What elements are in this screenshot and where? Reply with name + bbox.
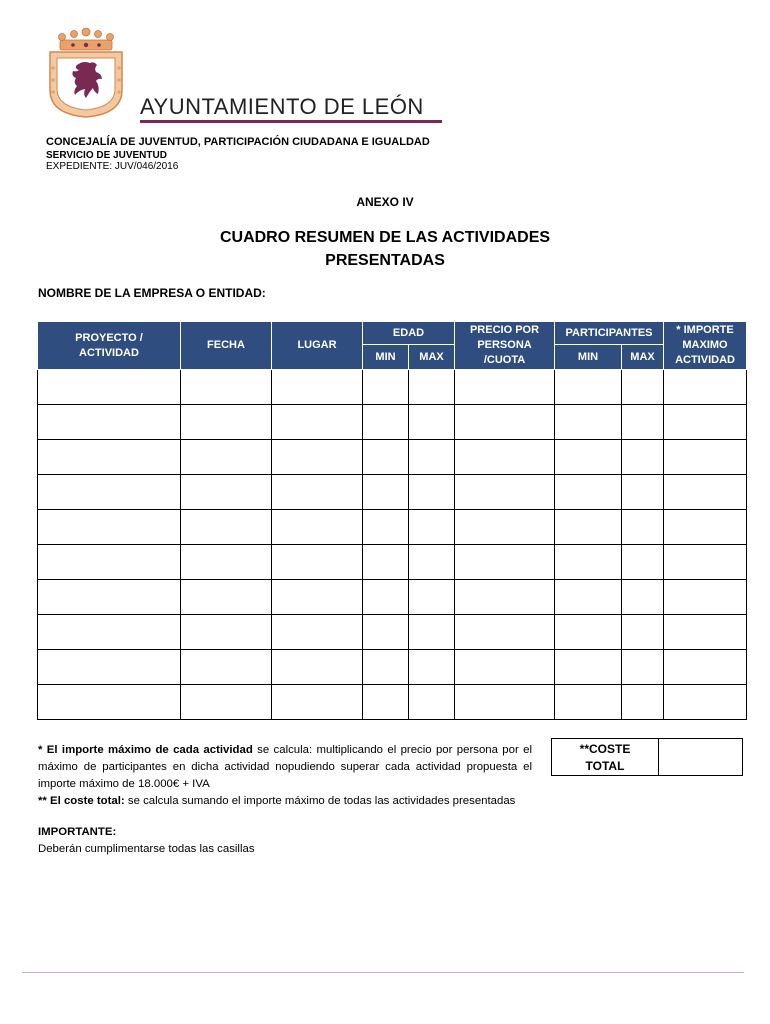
total-cost-label (551, 738, 659, 776)
table-cell[interactable] (455, 440, 555, 475)
table-row (38, 685, 747, 720)
table-cell[interactable] (664, 510, 747, 545)
note-total-cost-text: se calcula sumando el importe máximo de todas las actividades presentadas (124, 795, 516, 807)
col-header-price-line2: PERSONA (477, 339, 532, 351)
col-header-price-line3: /CUOTA (483, 354, 526, 366)
table-cell[interactable] (664, 650, 747, 685)
table-cell[interactable] (272, 475, 363, 510)
col-header-amount-line1: * IMPORTE (676, 324, 734, 336)
col-header-project-line2: ACTIVIDAD (79, 346, 139, 359)
important-text: Deberán cumplimentarse todas las casillas (38, 843, 255, 855)
table-cell[interactable] (409, 580, 455, 615)
table-row (38, 615, 747, 650)
col-header-amount-line3: ACTIVIDAD (675, 354, 735, 366)
table-cell[interactable] (664, 545, 747, 580)
table-cell[interactable] (622, 405, 664, 440)
table-cell[interactable] (363, 405, 409, 440)
table-cell[interactable] (181, 440, 272, 475)
table-cell[interactable] (272, 510, 363, 545)
table-cell[interactable] (622, 580, 664, 615)
col-header-amount-line2: MAXIMO (682, 339, 728, 351)
annex-label: ANEXO IV (356, 195, 414, 209)
table-cell[interactable] (455, 580, 555, 615)
table-cell[interactable] (38, 685, 181, 720)
col-header-place: LUGAR (272, 322, 363, 370)
col-header-age-min: MIN (363, 345, 409, 370)
table-cell[interactable] (181, 405, 272, 440)
table-cell[interactable] (455, 405, 555, 440)
table-cell[interactable] (555, 405, 622, 440)
table-cell[interactable] (455, 370, 555, 405)
table-cell[interactable] (409, 475, 455, 510)
table-cell[interactable] (38, 615, 181, 650)
table-cell[interactable] (622, 545, 664, 580)
table-cell[interactable] (363, 580, 409, 615)
table-cell[interactable] (363, 615, 409, 650)
note-max-amount (38, 742, 532, 793)
col-header-project (38, 322, 181, 370)
table-cell[interactable] (622, 475, 664, 510)
total-cost-label-line2: TOTAL (585, 759, 625, 773)
table-cell[interactable] (181, 685, 272, 720)
table-cell[interactable] (622, 370, 664, 405)
table-cell[interactable] (555, 545, 622, 580)
table-cell[interactable] (38, 650, 181, 685)
col-header-age: EDAD (363, 322, 455, 345)
table-cell[interactable] (272, 370, 363, 405)
table-body (38, 370, 747, 720)
service-name: SERVICIO DE JUVENTUD (46, 150, 167, 161)
table-cell[interactable] (363, 370, 409, 405)
calculation-notes (38, 742, 532, 810)
table-cell[interactable] (455, 475, 555, 510)
table-cell[interactable] (181, 650, 272, 685)
col-header-age-max: MAX (409, 345, 455, 370)
table-cell[interactable] (555, 615, 622, 650)
table-cell[interactable] (409, 510, 455, 545)
col-header-participants-min: MIN (555, 345, 622, 370)
table-cell[interactable] (409, 545, 455, 580)
table-cell[interactable] (181, 510, 272, 545)
table-cell[interactable] (272, 440, 363, 475)
table-cell[interactable] (622, 615, 664, 650)
table-cell[interactable] (455, 545, 555, 580)
table-row (38, 510, 747, 545)
table-cell[interactable] (181, 370, 272, 405)
table-cell[interactable] (555, 440, 622, 475)
table-cell[interactable] (664, 615, 747, 650)
col-header-participants: PARTICIPANTES (555, 322, 664, 345)
table-cell[interactable] (38, 440, 181, 475)
table-cell[interactable] (409, 615, 455, 650)
institution-title: AYUNTAMIENTO DE LEÓN (140, 94, 424, 119)
table-cell[interactable] (409, 685, 455, 720)
title-underline (140, 120, 442, 123)
table-cell[interactable] (363, 440, 409, 475)
note-total-cost (38, 793, 532, 810)
col-header-project-line1: PROYECTO / (75, 331, 143, 344)
heading-line-2: PRESENTADAS (325, 252, 445, 269)
table-cell[interactable] (409, 440, 455, 475)
table-cell[interactable] (622, 650, 664, 685)
table-row (38, 370, 747, 405)
table-cell[interactable] (38, 405, 181, 440)
col-header-date: FECHA (181, 322, 272, 370)
col-header-participants-max: MAX (622, 345, 664, 370)
table-cell[interactable] (455, 510, 555, 545)
table-cell[interactable] (38, 510, 181, 545)
table-cell[interactable] (272, 685, 363, 720)
total-cost-label-line1: **COSTE (579, 742, 631, 756)
table-cell[interactable] (622, 510, 664, 545)
department-name: CONCEJALÍA DE JUVENTUD, PARTICIPACIÓN CIUDADANA E IGUALDAD (46, 136, 430, 148)
table-cell[interactable] (363, 650, 409, 685)
table-cell[interactable] (664, 440, 747, 475)
table-cell[interactable] (409, 405, 455, 440)
heading-line-1: CUADRO RESUMEN DE LAS ACTIVIDADES (219, 229, 551, 246)
table-row (38, 475, 747, 510)
table-cell[interactable] (555, 475, 622, 510)
table-row (38, 580, 747, 615)
table-row (38, 440, 747, 475)
table-cell[interactable] (38, 580, 181, 615)
table-cell[interactable] (363, 685, 409, 720)
table-cell[interactable] (38, 545, 181, 580)
note-total-cost-bold: ** El coste total: (38, 795, 125, 807)
footer-divider (22, 972, 744, 973)
table-cell[interactable] (363, 545, 409, 580)
table-cell[interactable] (455, 685, 555, 720)
table-cell[interactable] (664, 405, 747, 440)
total-cost-field[interactable] (659, 738, 743, 776)
table-cell[interactable] (38, 370, 181, 405)
note-max-amount-text: se calcula: multiplicando el precio por persona por el máximo de participantes en dicha actividad nopudiendo superar cada actividad propuesta el importe máximo de 18.000€ + IVA (38, 744, 532, 790)
document-heading (0, 226, 770, 272)
table-cell[interactable] (363, 510, 409, 545)
note-max-amount-bold: * El importe máximo de cada actividad (38, 744, 253, 756)
table-cell[interactable] (272, 545, 363, 580)
table-cell[interactable] (363, 475, 409, 510)
table-cell[interactable] (272, 650, 363, 685)
table-cell[interactable] (409, 370, 455, 405)
important-title: IMPORTANTE: (38, 826, 117, 838)
file-number: EXPEDIENTE: JUV/046/2016 (46, 161, 179, 172)
table-cell[interactable] (555, 685, 622, 720)
activities-table (37, 321, 747, 720)
table-cell[interactable] (664, 475, 747, 510)
table-cell[interactable] (455, 615, 555, 650)
table-cell[interactable] (181, 615, 272, 650)
table-cell[interactable] (664, 580, 747, 615)
table-cell[interactable] (181, 580, 272, 615)
table-cell[interactable] (622, 685, 664, 720)
table-cell[interactable] (664, 685, 747, 720)
table-cell[interactable] (555, 580, 622, 615)
table-row (38, 405, 747, 440)
table-cell[interactable] (272, 615, 363, 650)
entity-name-label: NOMBRE DE LA EMPRESA O ENTIDAD: (38, 286, 266, 300)
col-header-price (455, 322, 555, 370)
table-cell[interactable] (272, 580, 363, 615)
table-cell[interactable] (272, 405, 363, 440)
table-cell[interactable] (555, 510, 622, 545)
table-cell[interactable] (181, 475, 272, 510)
table-cell[interactable] (555, 650, 622, 685)
table-cell[interactable] (622, 440, 664, 475)
table-cell[interactable] (555, 370, 622, 405)
table-row (38, 650, 747, 685)
table-row (38, 545, 747, 580)
table-cell[interactable] (181, 545, 272, 580)
table-cell[interactable] (455, 650, 555, 685)
coat-of-arms-logo (46, 28, 126, 118)
table-cell[interactable] (409, 650, 455, 685)
col-header-price-line1: PRECIO POR (469, 324, 540, 336)
col-header-max-amount (664, 322, 747, 370)
table-cell[interactable] (664, 370, 747, 405)
table-cell[interactable] (38, 475, 181, 510)
